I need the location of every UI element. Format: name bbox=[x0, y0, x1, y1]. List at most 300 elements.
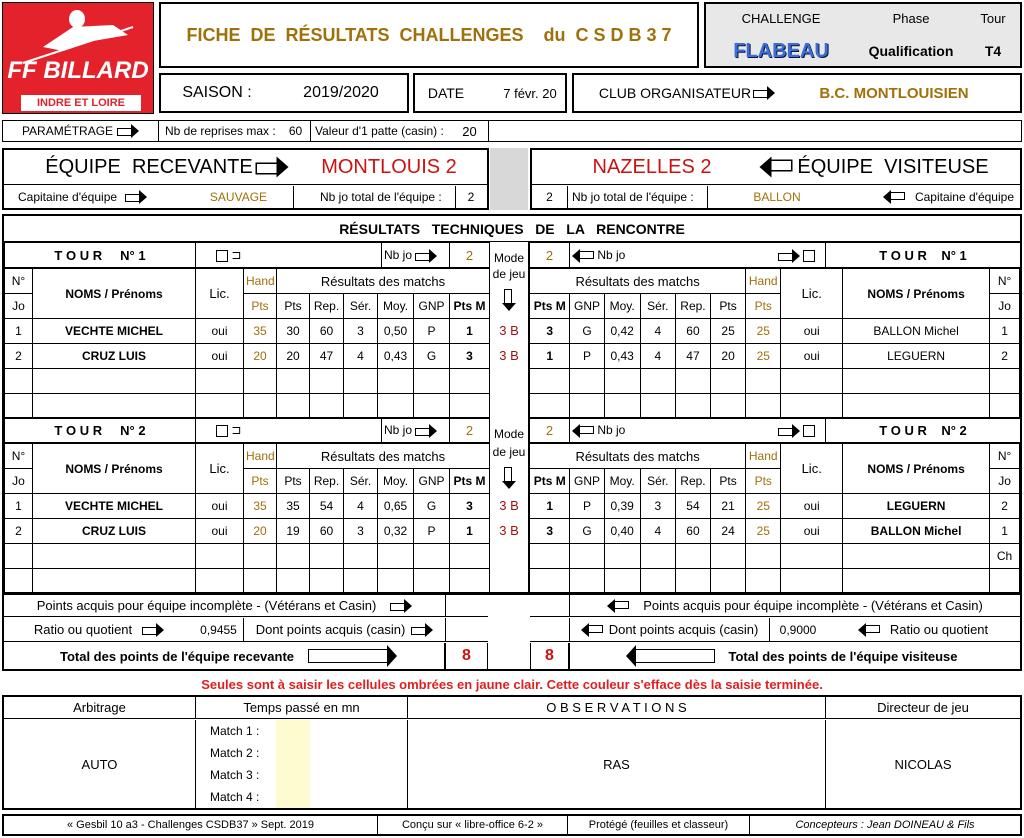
home-nbjo: 2 bbox=[467, 190, 475, 204]
arrow-right-icon bbox=[308, 649, 388, 663]
col-pts: Pts bbox=[711, 294, 746, 319]
arrow-right-icon bbox=[117, 126, 139, 136]
player-gnp: P bbox=[414, 519, 450, 544]
player-ptsm: 1 bbox=[530, 494, 570, 519]
player-ser: 3 bbox=[344, 319, 378, 344]
player-name: CRUZ LUIS bbox=[33, 519, 196, 544]
params-row bbox=[2, 120, 1022, 142]
empty-cell bbox=[378, 569, 414, 594]
casin-left bbox=[244, 618, 446, 642]
col-hand: Hand bbox=[746, 269, 781, 294]
arrow-right-icon bbox=[778, 251, 800, 261]
empty-cell bbox=[277, 569, 310, 594]
table-row bbox=[5, 319, 490, 344]
player-lic: oui bbox=[781, 519, 843, 544]
player-gnp: G bbox=[570, 319, 604, 344]
empty-cell bbox=[277, 544, 310, 569]
page-title: FICHE DE RÉSULTATS CHALLENGES du C S D B 3 7 bbox=[186, 24, 672, 45]
col-ser: Sér. bbox=[640, 469, 675, 494]
arrow-right-icon bbox=[411, 625, 433, 635]
tour1-nbjo-right: 2 bbox=[530, 243, 570, 268]
empty-cell bbox=[711, 394, 746, 419]
empty-cell bbox=[378, 544, 414, 569]
empty-cell bbox=[277, 369, 310, 394]
params-label bbox=[3, 121, 159, 141]
total-home-text: Total des points de l'équipe recevante bbox=[59, 648, 295, 664]
player-rep: 60 bbox=[675, 519, 710, 544]
ratio-left bbox=[4, 618, 194, 642]
col-lic: Lic. bbox=[196, 444, 244, 494]
arrow-down-icon bbox=[489, 464, 529, 492]
empty-cell bbox=[277, 394, 310, 419]
empty-cell bbox=[414, 394, 450, 419]
col-names: NOMS / Prénoms bbox=[33, 269, 196, 319]
logo-region: INDRE ET LOIRE bbox=[21, 95, 141, 111]
game-mode: 3 B bbox=[499, 498, 519, 513]
player-ser: 4 bbox=[640, 519, 675, 544]
player-lic: oui bbox=[781, 319, 843, 344]
table-row bbox=[5, 344, 490, 369]
empty-cell bbox=[5, 394, 33, 419]
col-results: Résultats des matchs bbox=[277, 444, 490, 469]
empty-cell bbox=[990, 569, 1020, 594]
empty-cell bbox=[843, 369, 990, 394]
empty-cell bbox=[604, 394, 640, 419]
empty-cell bbox=[344, 544, 378, 569]
empty-cell bbox=[344, 394, 378, 419]
empty-cell bbox=[378, 394, 414, 419]
empty-cell bbox=[5, 569, 33, 594]
empty-cell bbox=[570, 369, 604, 394]
away-captain-label-text: Capitaine d'équipe bbox=[914, 190, 1014, 204]
col-jo: Jo bbox=[990, 469, 1020, 494]
player-pts: 20 bbox=[277, 344, 310, 369]
arrow-left-icon bbox=[607, 601, 629, 611]
season-value: 2019/2020 bbox=[303, 84, 379, 101]
empty-cell bbox=[843, 394, 990, 419]
game-mode: 3 B bbox=[499, 348, 519, 363]
player-gnp: P bbox=[570, 344, 604, 369]
player-lic: oui bbox=[781, 344, 843, 369]
col-results: Résultats des matchs bbox=[277, 269, 490, 294]
col-names: NOMS / Prénoms bbox=[843, 269, 990, 319]
empty-cell bbox=[5, 544, 33, 569]
player-rep: 54 bbox=[675, 494, 710, 519]
empty-cell bbox=[378, 369, 414, 394]
col-hand: Hand bbox=[244, 444, 277, 469]
col-ser: Sér. bbox=[640, 294, 675, 319]
incomplete-left-value bbox=[446, 595, 488, 617]
col-pts: Pts bbox=[277, 469, 310, 494]
away-nbjo-label: Nb jo total de l'équipe : bbox=[568, 186, 708, 208]
total-home-label bbox=[4, 643, 446, 669]
empty-cell bbox=[570, 394, 604, 419]
directeur-label: Directeur de jeu bbox=[826, 697, 1020, 719]
empty-cell bbox=[711, 544, 746, 569]
footer-designers: Concepteurs : Jean DOINEAU & Fils bbox=[795, 819, 975, 831]
empty-cell bbox=[530, 569, 570, 594]
player-pts: 21 bbox=[711, 494, 746, 519]
empty-cell bbox=[640, 544, 675, 569]
logo bbox=[2, 2, 154, 114]
arrow-right-icon bbox=[753, 88, 775, 98]
col-hand-pts: Pts bbox=[746, 294, 781, 319]
col-results: Résultats des matchs bbox=[530, 269, 746, 294]
player-ptsm: 3 bbox=[450, 494, 490, 519]
col-rep: Rep. bbox=[675, 469, 710, 494]
tour2-nbjo-label-right: Nb jo bbox=[597, 423, 626, 437]
empty-cell bbox=[530, 544, 570, 569]
observations-value[interactable]: RAS bbox=[408, 720, 826, 808]
col-jo: Jo bbox=[990, 294, 1020, 319]
tour1-label: T O U R N° 1 bbox=[5, 243, 196, 268]
casin-right-label: Dont points acquis (casin) bbox=[608, 622, 759, 637]
empty-cell bbox=[711, 569, 746, 594]
mode-label-4: de jeu bbox=[492, 445, 526, 459]
player-name: LEGUERN bbox=[843, 494, 990, 519]
home-label-text: ÉQUIPE RECEVANTE bbox=[45, 155, 253, 178]
empty-cell: Ch bbox=[990, 544, 1020, 569]
away-label bbox=[742, 152, 1012, 182]
col-moy: Moy. bbox=[378, 469, 414, 494]
col-ptsm: Pts M bbox=[450, 294, 490, 319]
home-team-name: MONTLOUIS 2 bbox=[321, 155, 457, 178]
tour-label: Tour bbox=[980, 10, 1006, 26]
footer-protection: Protégé (feuilles et classeur) bbox=[568, 816, 750, 834]
total-away: 8 bbox=[530, 643, 570, 669]
empty-cell bbox=[604, 569, 640, 594]
away-nbjo: 2 bbox=[532, 186, 568, 208]
empty-cell bbox=[781, 369, 843, 394]
player-number: 2 bbox=[990, 344, 1020, 369]
player-ser: 4 bbox=[640, 319, 675, 344]
arrow-right-icon bbox=[415, 251, 437, 261]
player-number: 2 bbox=[990, 494, 1020, 519]
player-ptsm: 3 bbox=[530, 319, 570, 344]
arrow-down-icon bbox=[489, 286, 529, 314]
empty-cell bbox=[196, 394, 244, 419]
col-no: N° bbox=[990, 444, 1020, 469]
total-away-text: Total des points de l'équipe visiteuse bbox=[728, 648, 958, 664]
tour1-left-header bbox=[4, 242, 490, 268]
player-gnp: G bbox=[414, 344, 450, 369]
tour2-label: T O U R N° 2 bbox=[5, 418, 196, 443]
player-ptsm: 1 bbox=[530, 344, 570, 369]
checkbox-icon[interactable] bbox=[803, 425, 815, 437]
incomplete-right-value bbox=[530, 595, 570, 617]
empty-cell bbox=[604, 369, 640, 394]
col-hand: Hand bbox=[244, 269, 277, 294]
arbitrage-value: AUTO bbox=[4, 720, 196, 808]
temps-label: Temps passé en mn bbox=[196, 697, 408, 719]
casin-right bbox=[570, 618, 770, 642]
empty-cell bbox=[675, 544, 710, 569]
col-hand-pts: Pts bbox=[244, 469, 277, 494]
game-mode: 3 B bbox=[499, 523, 519, 538]
player-lic: oui bbox=[196, 319, 244, 344]
empty-cell bbox=[310, 394, 344, 419]
date-box bbox=[413, 73, 567, 113]
col-gnp: GNP bbox=[570, 294, 604, 319]
player-hand: 25 bbox=[746, 344, 781, 369]
col-pts: Pts bbox=[277, 294, 310, 319]
col-gnp: GNP bbox=[414, 294, 450, 319]
checkbox-icon[interactable] bbox=[216, 425, 228, 437]
observations-label: O B S E R V A T I O N S bbox=[408, 697, 826, 719]
tour2-label-right: T O U R N° 2 bbox=[826, 418, 1021, 443]
reprises-label: Nb de reprises max : bbox=[165, 124, 276, 138]
player-rep: 60 bbox=[675, 319, 710, 344]
arrow-right-icon bbox=[415, 426, 437, 436]
empty-cell bbox=[244, 544, 277, 569]
player-pts: 20 bbox=[711, 344, 746, 369]
player-lic: oui bbox=[196, 494, 244, 519]
empty-cell bbox=[450, 544, 490, 569]
arrow-right-icon bbox=[255, 160, 288, 175]
arrow-left-icon bbox=[760, 160, 793, 175]
col-ptsm: Pts M bbox=[450, 469, 490, 494]
empty-cell bbox=[746, 394, 781, 419]
player-pts: 30 bbox=[277, 319, 310, 344]
match-2-label: Match 2 : bbox=[210, 746, 260, 760]
arrow-left-icon bbox=[581, 625, 603, 635]
col-rep: Rep. bbox=[675, 294, 710, 319]
empty-cell bbox=[414, 544, 450, 569]
date-value: 7 févr. 20 bbox=[503, 85, 557, 101]
arrow-left-icon bbox=[858, 625, 880, 635]
empty-cell bbox=[450, 369, 490, 394]
center-divider bbox=[490, 148, 528, 210]
arrow-left-icon bbox=[572, 251, 594, 261]
empty-cell bbox=[310, 544, 344, 569]
player-hand: 25 bbox=[746, 494, 781, 519]
match-time-input[interactable] bbox=[276, 720, 310, 808]
match-3-label: Match 3 : bbox=[210, 768, 260, 782]
player-ser: 3 bbox=[640, 494, 675, 519]
total-home: 8 bbox=[446, 643, 488, 669]
col-ser: Sér. bbox=[344, 294, 378, 319]
col-ptsm: Pts M bbox=[530, 469, 570, 494]
empty-cell bbox=[604, 544, 640, 569]
col-results: Résultats des matchs bbox=[530, 444, 746, 469]
player-ptsm: 1 bbox=[450, 519, 490, 544]
empty-cell bbox=[570, 544, 604, 569]
player-lic: oui bbox=[781, 494, 843, 519]
player-ser: 3 bbox=[344, 519, 378, 544]
empty-cell bbox=[244, 369, 277, 394]
player-hand: 20 bbox=[244, 519, 277, 544]
col-no: N° bbox=[990, 269, 1020, 294]
player-number: 1 bbox=[5, 494, 33, 519]
tour2-right-header bbox=[529, 417, 1021, 443]
col-ser: Sér. bbox=[344, 469, 378, 494]
table-row bbox=[530, 344, 1020, 369]
col-gnp: GNP bbox=[570, 469, 604, 494]
match-4-label: Match 4 : bbox=[210, 790, 260, 804]
game-mode: 3 B bbox=[499, 323, 519, 338]
checkbox-icon[interactable] bbox=[216, 250, 228, 262]
home-captain: SAUVAGE bbox=[184, 186, 294, 208]
logo-brand: FF BILLARD bbox=[7, 57, 149, 84]
incomplete-right bbox=[570, 595, 1020, 617]
arbitrage-label: Arbitrage bbox=[4, 697, 196, 719]
patte-label: Valeur d'1 patte (casin) : bbox=[315, 124, 444, 138]
club-box bbox=[572, 73, 1022, 113]
player-moy: 0,50 bbox=[378, 319, 414, 344]
col-pts: Pts bbox=[711, 469, 746, 494]
player-lic: oui bbox=[196, 344, 244, 369]
empty-cell bbox=[746, 544, 781, 569]
player-name: LEGUERN bbox=[843, 344, 990, 369]
player-gnp: G bbox=[570, 519, 604, 544]
col-rep: Rep. bbox=[310, 294, 344, 319]
table-row bbox=[5, 494, 490, 519]
checkbox-icon[interactable] bbox=[803, 250, 815, 262]
col-names: NOMS / Prénoms bbox=[33, 444, 196, 494]
empty-cell bbox=[344, 369, 378, 394]
empty-cell bbox=[530, 369, 570, 394]
col-hand: Hand bbox=[746, 444, 781, 469]
season-box bbox=[159, 73, 409, 113]
arrow-right-icon bbox=[125, 192, 147, 202]
col-hand-pts: Pts bbox=[244, 294, 277, 319]
empty-cell bbox=[33, 544, 196, 569]
empty-cell bbox=[843, 569, 990, 594]
tour2-home-table bbox=[4, 443, 490, 594]
tour1-right-header bbox=[529, 242, 1021, 268]
arrow-right-icon: ⊐ bbox=[231, 248, 242, 262]
player-number: 1 bbox=[5, 319, 33, 344]
empty-cell bbox=[675, 569, 710, 594]
player-ptsm: 3 bbox=[530, 519, 570, 544]
empty-cell bbox=[450, 569, 490, 594]
notice: Seules sont à saisir les cellules ombrées en jaune clair. Cette couleur s'efface dès la saisie terminée. bbox=[201, 676, 823, 692]
player-number: 1 bbox=[990, 519, 1020, 544]
player-gnp: G bbox=[414, 494, 450, 519]
col-moy: Moy. bbox=[604, 294, 640, 319]
ratio-left-value: 0,9455 bbox=[194, 618, 244, 642]
empty-cell bbox=[990, 369, 1020, 394]
total-away-label bbox=[572, 643, 1020, 669]
ratio-right bbox=[826, 618, 1020, 642]
tour1-nbjo-label-right: Nb jo bbox=[597, 248, 626, 262]
table-row bbox=[530, 494, 1020, 519]
season-label: SAISON : bbox=[182, 84, 252, 101]
club-value: B.C. MONTLOUISIEN bbox=[819, 84, 969, 102]
temps-matches bbox=[196, 720, 408, 808]
col-lic: Lic. bbox=[781, 444, 843, 494]
player-hand: 25 bbox=[746, 519, 781, 544]
player-moy: 0,40 bbox=[604, 519, 640, 544]
col-no: N° bbox=[5, 444, 33, 469]
tour2-nbjo-label: Nb jo bbox=[384, 423, 413, 437]
tour2-checkbox[interactable] bbox=[196, 418, 382, 443]
tour1-checkbox[interactable] bbox=[196, 243, 382, 268]
col-moy: Moy. bbox=[604, 469, 640, 494]
player-hand: 35 bbox=[244, 319, 277, 344]
home-captain-label bbox=[14, 186, 174, 208]
patte-value: 20 bbox=[451, 121, 489, 141]
col-names: NOMS / Prénoms bbox=[843, 444, 990, 494]
col-lic: Lic. bbox=[196, 269, 244, 319]
player-rep: 60 bbox=[310, 519, 344, 544]
mode-label-2: de jeu bbox=[492, 267, 526, 281]
col-ptsm: Pts M bbox=[530, 294, 570, 319]
tour-value: T4 bbox=[984, 43, 1002, 59]
tour2-away-table bbox=[529, 443, 1020, 594]
tour1-nbjo-left: 2 bbox=[450, 243, 490, 268]
player-pts: 25 bbox=[711, 319, 746, 344]
col-moy: Moy. bbox=[378, 294, 414, 319]
player-name: BALLON Michel bbox=[843, 319, 990, 344]
empty-cell bbox=[746, 369, 781, 394]
empty-cell bbox=[990, 394, 1020, 419]
player-rep: 60 bbox=[310, 319, 344, 344]
incomplete-left bbox=[4, 595, 446, 617]
player-number: 2 bbox=[5, 344, 33, 369]
empty-cell bbox=[711, 369, 746, 394]
directeur-value: NICOLAS bbox=[894, 756, 952, 772]
empty-cell bbox=[244, 569, 277, 594]
player-pts: 19 bbox=[277, 519, 310, 544]
home-label bbox=[34, 152, 294, 182]
footer-gesbil: « Gesbil 10 a3 - Challenges CSDB37 » Sept. 2019 bbox=[4, 816, 378, 834]
arrow-right-icon: ⊐ bbox=[231, 423, 242, 437]
empty-cell bbox=[450, 394, 490, 419]
col-lic: Lic. bbox=[781, 269, 843, 319]
empty-cell bbox=[196, 369, 244, 394]
challenge-box bbox=[704, 2, 1022, 68]
arrow-left-icon bbox=[883, 192, 905, 202]
reprises-value: 60 bbox=[281, 121, 311, 141]
player-moy: 0,42 bbox=[604, 319, 640, 344]
table-row bbox=[530, 319, 1020, 344]
empty-cell bbox=[344, 569, 378, 594]
player-gnp: P bbox=[414, 319, 450, 344]
club-label bbox=[592, 75, 782, 111]
empty-cell bbox=[675, 394, 710, 419]
player-pts: 35 bbox=[277, 494, 310, 519]
col-jo: Jo bbox=[5, 294, 33, 319]
ratio-left-label: Ratio ou quotient bbox=[33, 622, 133, 637]
empty-cell bbox=[781, 544, 843, 569]
player-name: VECHTE MICHEL bbox=[33, 319, 196, 344]
title-box bbox=[159, 2, 699, 68]
player-rep: 54 bbox=[310, 494, 344, 519]
empty-cell bbox=[675, 369, 710, 394]
empty-cell bbox=[570, 569, 604, 594]
club-label-text: CLUB ORGANISATEUR bbox=[598, 85, 752, 101]
player-moy: 0,39 bbox=[604, 494, 640, 519]
empty-cell bbox=[33, 394, 196, 419]
incomplete-right-text: Points acquis pour équipe incomplète - (Vétérans et Casin) bbox=[643, 598, 983, 613]
empty-cell bbox=[196, 569, 244, 594]
challenge-value: FLABEAU bbox=[733, 39, 829, 62]
player-ser: 4 bbox=[344, 344, 378, 369]
away-team-box bbox=[530, 148, 1022, 210]
results-title: RÉSULTATS TECHNIQUES DE LA RENCONTRE bbox=[4, 216, 1020, 242]
player-ptsm: 3 bbox=[450, 344, 490, 369]
tour2-nbjo-right: 2 bbox=[530, 418, 570, 443]
empty-cell bbox=[33, 569, 196, 594]
casin-left-label: Dont points acquis (casin) bbox=[255, 622, 406, 637]
arrow-right-icon bbox=[390, 601, 412, 611]
empty-cell bbox=[781, 569, 843, 594]
phase-label: Phase bbox=[892, 10, 930, 26]
empty-cell bbox=[640, 369, 675, 394]
player-number: 2 bbox=[5, 519, 33, 544]
col-no: N° bbox=[5, 269, 33, 294]
